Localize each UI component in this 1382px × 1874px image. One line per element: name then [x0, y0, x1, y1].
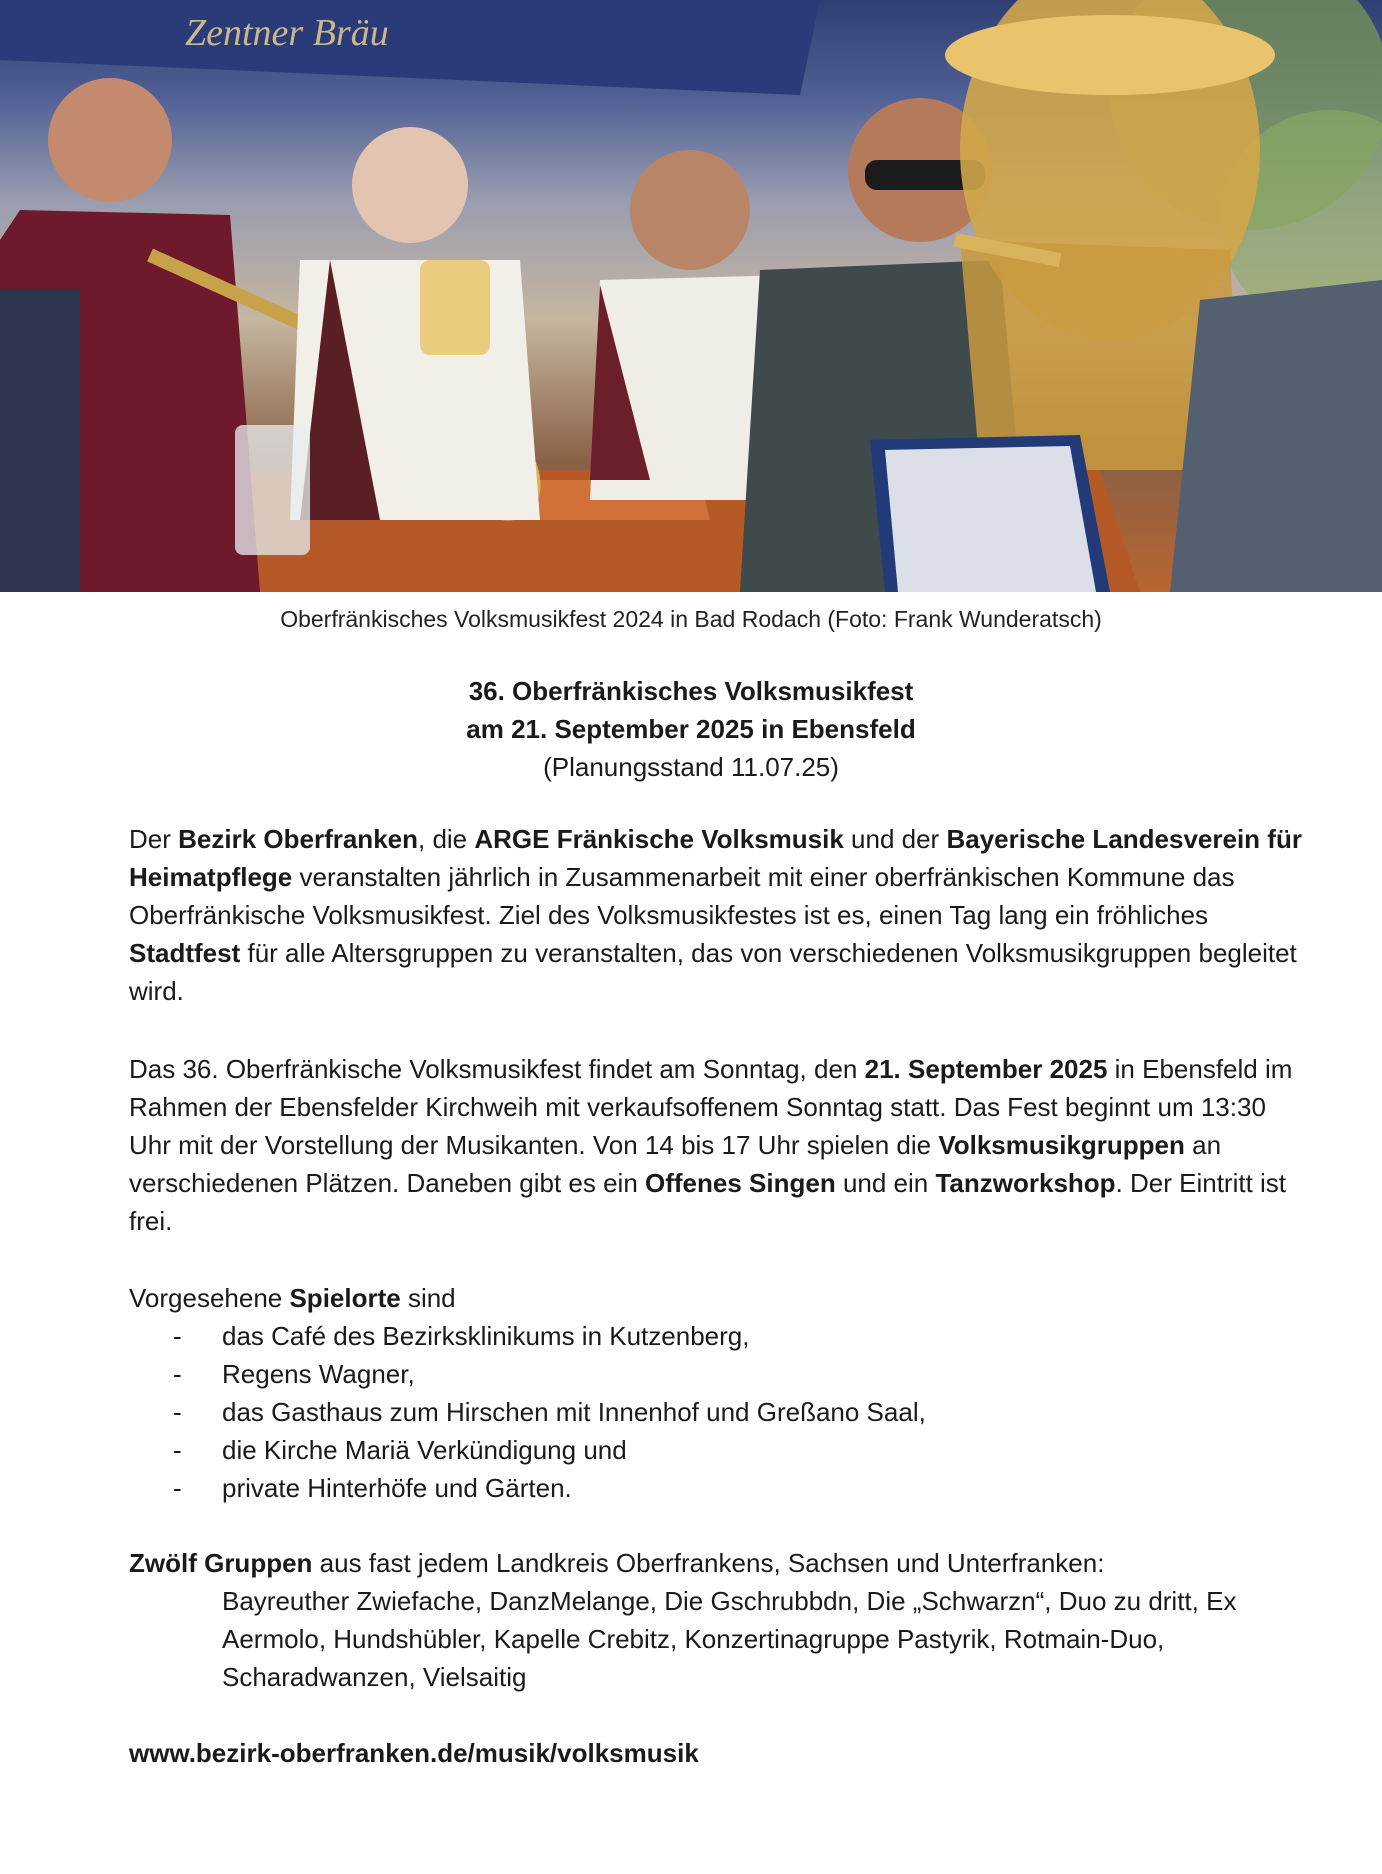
list-item [129, 1355, 1309, 1393]
text-span: und ein [835, 1168, 936, 1198]
venues-intro [129, 1279, 1309, 1317]
list-item [129, 1469, 1309, 1507]
dash-bullet: - [173, 1359, 182, 1389]
tanzworkshop-label: Tanzworkshop [935, 1168, 1116, 1198]
text-span: veranstalten jährlich in Zusammenarbeit mit einer oberfränkischen Kommune das Oberfränkische Volksmusikfest. Ziel des Volksmusikfestes ist es, einen Tag lang ein fröhliches [129, 862, 1235, 930]
event-date-location: am 21. September 2025 in Ebensfeld [466, 714, 916, 744]
dash-bullet: - [173, 1435, 182, 1465]
venue-name: private Hinterhöfe und Gärten. [222, 1473, 572, 1503]
text-span: in Ebensfeld im Rahmen der Ebensfelder Kirchweih mit verkaufsoffenem Sonntag statt. Das Fest beginnt um 13:30 Uhr mit der Vorstellung der Musikanten. Von 14 bis 17 Uhr spielen die [129, 1054, 1293, 1160]
brass-band-photo-icon [0, 0, 1382, 592]
dash-bullet: - [173, 1321, 182, 1351]
offenes-singen-label: Offenes Singen [645, 1168, 836, 1198]
venues-list [129, 1317, 1309, 1507]
groups-section [129, 1544, 1309, 1696]
text-span: Das 36. Oberfränkische Volksmusikfest findet am Sonntag, den [129, 1054, 865, 1084]
venue-name: das Gasthaus zum Hirschen mit Innenhof und Greßano Saal, [222, 1397, 926, 1427]
planning-status: (Planungsstand 11.07.25) [543, 752, 839, 782]
organizer-bezirk: Bezirk Oberfranken [178, 824, 418, 854]
event-title: 36. Oberfränkisches Volksmusikfest [468, 676, 914, 706]
header-photo [0, 0, 1382, 592]
text-span: Der [129, 824, 179, 854]
text-span: aus fast jedem Landkreis Oberfrankens, Sachsen und Unterfranken: [312, 1548, 1105, 1578]
photo-caption: Oberfränkisches Volksmusikfest 2024 in Bad Rodach (Foto: Frank Wunderatsch) [280, 606, 1102, 632]
text-span: , die [418, 824, 475, 854]
dash-bullet: - [173, 1473, 182, 1503]
venue-name: das Café des Bezirksklinikums in Kutzenberg, [222, 1321, 750, 1351]
intro-paragraph [129, 820, 1309, 1010]
text-span: . Der Eintritt ist frei. [129, 1168, 1287, 1236]
event-title-block [0, 672, 1382, 786]
organizer-landesverein: Bayerische Landesverein für Heimatpflege [129, 824, 1302, 892]
zwoelf-gruppen-label: Zwölf Gruppen [129, 1548, 313, 1578]
text-span: Vorgesehene [129, 1283, 290, 1313]
venue-name: die Kirche Mariä Verkündigung und [222, 1435, 627, 1465]
website-link[interactable]: www.bezirk-oberfranken.de/musik/volksmusik [129, 1738, 699, 1768]
group-names: Bayreuther Zwiefache, DanzMelange, Die Gschrubbdn, Die „Schwarzn“, Duo zu dritt, Ex Aermolo, Hundshübler, Kapelle Crebitz, Konzertinagruppe Pastyrik, Rotmain-Duo, Scharadwanzen, Vielsaitig [222, 1586, 1237, 1692]
text-span: an verschiedenen Plätzen. Daneben gibt es ein [129, 1130, 1222, 1198]
text-span: sind [400, 1283, 456, 1313]
spielorte-label: Spielorte [289, 1283, 401, 1313]
event-date: 21. September 2025 [864, 1054, 1108, 1084]
dash-bullet: - [173, 1397, 182, 1427]
groups-heading [129, 1544, 1309, 1582]
volksmusikgruppen-label: Volksmusikgruppen [938, 1130, 1185, 1160]
stadtfest-label: Stadtfest [129, 938, 241, 968]
awning-text: Zentner Bräu [185, 12, 389, 54]
text-span: und der [843, 824, 947, 854]
list-item [129, 1431, 1309, 1469]
venues-section [129, 1279, 1309, 1507]
details-paragraph [129, 1050, 1309, 1240]
venue-name: Regens Wagner, [222, 1359, 415, 1389]
organizer-arge: ARGE Fränkische Volksmusik [474, 824, 844, 854]
text-span: für alle Altersgruppen zu veranstalten, das von verschiedenen Volksmusikgruppen begleitet wird. [129, 938, 1297, 1006]
list-item [129, 1393, 1309, 1431]
list-item [129, 1317, 1309, 1355]
